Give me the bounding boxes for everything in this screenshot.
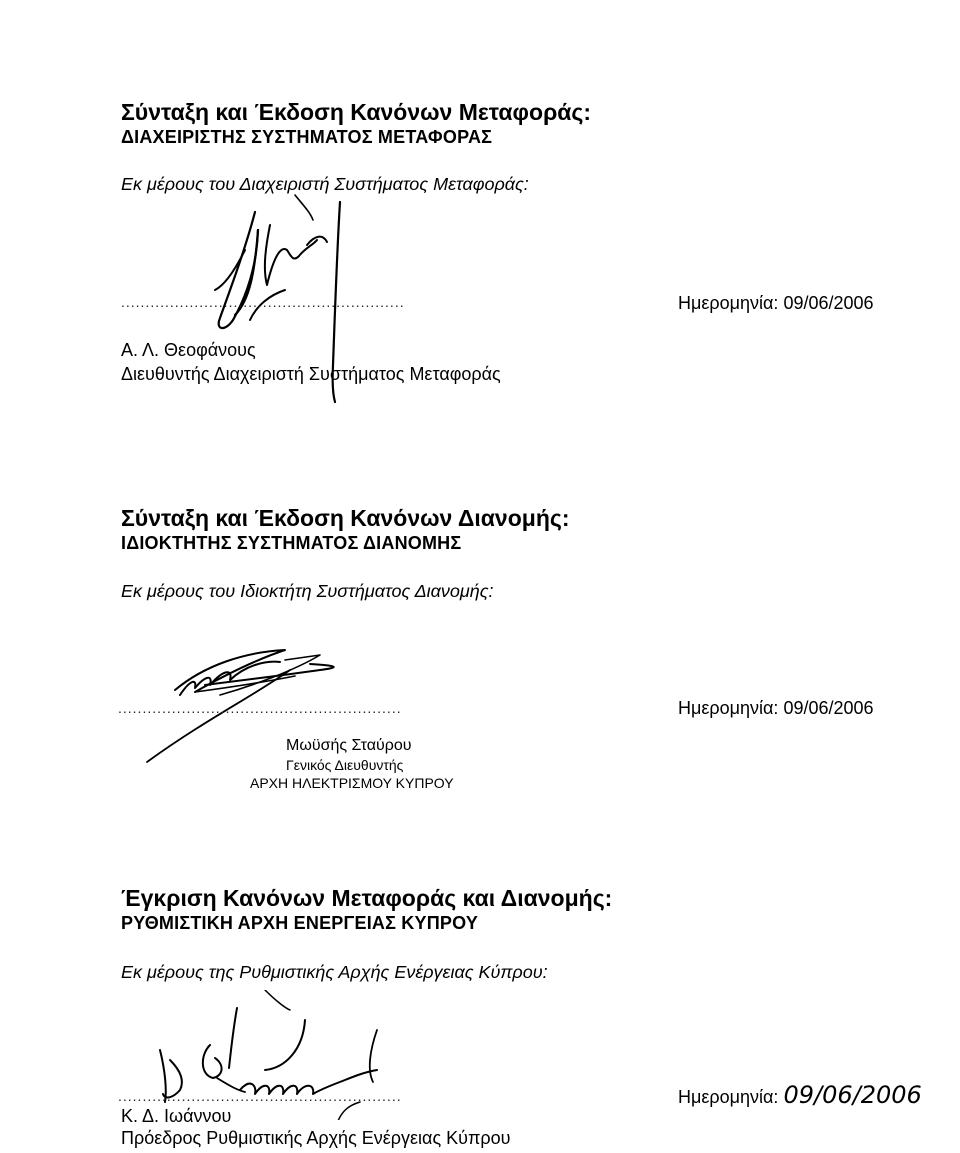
section3-on-behalf: Εκ μέρους της Ρυθμιστικής Αρχής Ενέργειας Κύπρου: (121, 962, 548, 982)
section3-date (678, 1081, 922, 1109)
date-value: 09/06/2006 (783, 698, 874, 718)
section2-signature-line: .......................................................... (118, 700, 402, 716)
section1-signer-title: Διευθυντής Διαχειριστή Συστήματος Μεταφοράς (121, 364, 501, 384)
section2-heading: Σύνταξη και Έκδοση Κανόνων Διανομής: (121, 505, 570, 531)
section1-signer-name: Α. Λ. Θεοφάνους (121, 340, 256, 360)
stamp-org: ΑΡΧΗ ΗΛΕΚΤΡΙΣΜΟΥ ΚΥΠΡΟΥ (250, 775, 454, 791)
section2-subheading: ΙΔΙΟΚΤΗΤΗΣ ΣΥΣΤΗΜΑΤΟΣ ΔΙΑΝΟΜΗΣ (121, 533, 462, 553)
date-value: 09/06/2006 (783, 293, 874, 313)
section1-on-behalf: Εκ μέρους του Διαχειριστή Συστήματος Μεταφοράς: (121, 174, 529, 194)
section1-date (678, 293, 874, 314)
section3-signer-title: Πρόεδρος Ρυθμιστικής Αρχής Ενέργειας Κύπρου (121, 1128, 511, 1148)
section3-signature-line: .......................................................... (118, 1088, 402, 1104)
section2-on-behalf: Εκ μέρους του Ιδιοκτήτη Συστήματος Διανομής: (121, 581, 494, 601)
date-value-handwritten: 09/06/2006 (783, 1081, 922, 1109)
section2-date (678, 698, 874, 719)
section1-signature-line: .......................................................... (121, 294, 405, 310)
date-label: Ημερομηνία: (678, 1087, 779, 1107)
date-label: Ημερομηνία: (678, 293, 779, 313)
stamp-title: Γενικός Διευθυντής (286, 757, 404, 773)
section3-heading: Έγκριση Κανόνων Μεταφοράς και Διανομής: (121, 885, 613, 911)
date-label: Ημερομηνία: (678, 698, 779, 718)
section3-subheading: ΡΥΘΜΙΣΤΙΚΗ ΑΡΧΗ ΕΝΕΡΓΕΙΑΣ ΚΥΠΡΟΥ (121, 913, 479, 933)
section3-signer-name: Κ. Δ. Ιωάννου (121, 1106, 232, 1126)
stamp-name: Μωϋσής Σταύρου (286, 737, 412, 754)
section1-heading: Σύνταξη και Έκδοση Κανόνων Μεταφοράς: (121, 99, 592, 125)
section1-subheading: ΔΙΑΧΕΙΡΙΣΤΗΣ ΣΥΣΤΗΜΑΤΟΣ ΜΕΤΑΦΟΡΑΣ (121, 127, 493, 147)
